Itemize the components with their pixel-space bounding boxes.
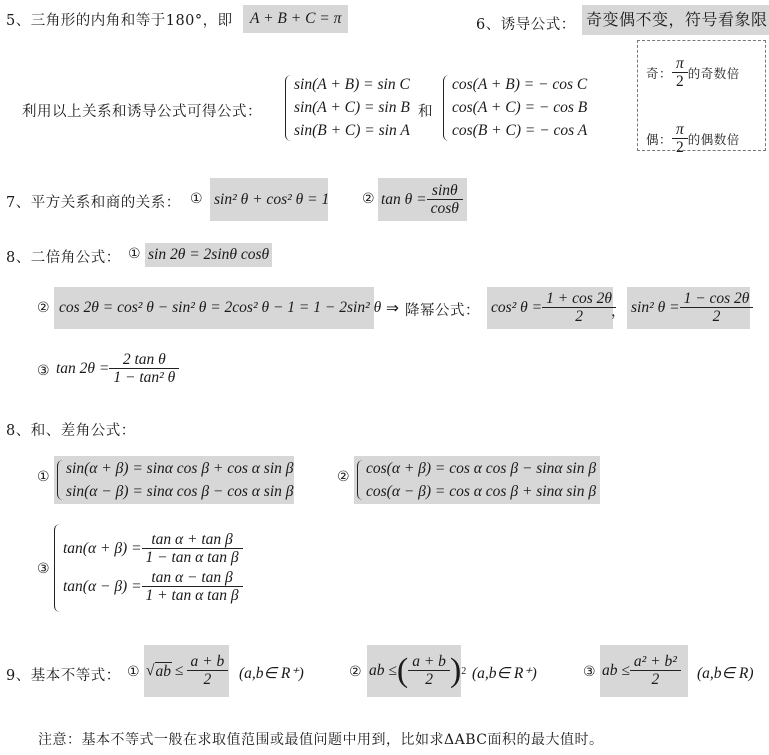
section8b-marker-3: ③ [37, 561, 50, 577]
cos-identity-1: cos(A + B) = − cos C [452, 76, 588, 93]
left-brace-icon [285, 75, 292, 141]
implies-arrow-icon: ⇒ [386, 300, 399, 317]
parity-hint-box [637, 40, 766, 156]
odd-prefix: 奇： [646, 66, 673, 81]
section8a-marker-3: ③ [37, 363, 50, 379]
quadratic-mean-inequality: ab ≤ $\frac{\text{a² + b²}}{2}$ [600, 645, 688, 697]
section9-label: 9、基本不等式： [6, 668, 121, 684]
am-gm-inequality: √ ab ≤ $\frac{a + b}{2}$ [144, 645, 229, 697]
section6-label: 6、诱导公式： [476, 17, 576, 33]
even-suffix: 的偶数倍 [687, 132, 740, 147]
section8b-marker-2: ② [337, 469, 350, 485]
section9-marker-1: ① [127, 664, 140, 680]
sin-identity-group [285, 73, 410, 142]
sin-identity-1: sin(A + B) = sin C [294, 76, 410, 93]
power-reduction-sin: sin² θ = $\frac{1 - \cos 2\theta}{2}$ [627, 287, 750, 329]
double-angle-tan: tan 2θ = $\frac{\text{2 tan θ}}{\text{1 − tan² θ}}$ [56, 351, 179, 387]
even-fraction: $\frac{\pi}{2}$ [674, 121, 686, 157]
section7-marker-1: ① [190, 191, 203, 207]
left-brace-icon [57, 460, 64, 500]
odd-fraction: $\frac{\pi}{2}$ [674, 55, 686, 91]
section5-label: 5、三角形的内角和等于180°，即 [6, 13, 233, 29]
odd-suffix: 的奇数倍 [687, 66, 740, 81]
left-brace-icon [443, 75, 450, 141]
double-angle-sin: sin 2θ = 2sinθ cosθ [145, 243, 272, 267]
sin-identity-3: sin(B + C) = sin A [294, 122, 410, 139]
derive-label: 利用以上关系和诱导公式可得公式： [22, 104, 262, 120]
section7-marker-2: ② [362, 191, 375, 207]
cos-identity-3: cos(B + C) = − cos A [452, 122, 588, 139]
left-brace-icon [54, 524, 61, 612]
cos-identity-group [443, 73, 587, 142]
section8a-marker-2: ② [37, 300, 50, 316]
section8a-label: 8、二倍角公式： [6, 250, 121, 266]
even-prefix: 偶： [646, 132, 673, 147]
comma: ， [611, 304, 626, 320]
tan-quotient-identity: tan θ = $\frac{\sin\theta}{\cos\theta}$ [378, 178, 467, 221]
sum-diff-tan: tan(α + β) = $\frac{\text{tan α + tan β}}{\text{1 − tan α tan β}}$ tan(α − β) = $\frac{\text{tan α − tan β}}{\text{1 + tan α tan β}}$ [54, 524, 243, 612]
and-word: 和 [418, 104, 433, 120]
section8a-marker-1: ① [128, 246, 141, 262]
condition-2: (a,b∈ R⁺) [472, 665, 537, 682]
pythagorean-identity: sin² θ + cos² θ = 1 [210, 178, 328, 221]
double-angle-cos: cos 2θ = cos² θ − sin² θ = 2cos² θ − 1 = 1 − 2sin² θ [54, 287, 374, 329]
section9-marker-3: ③ [583, 664, 596, 680]
squared-mean-inequality: ab ≤ ( $\frac{a + b}{2}$ ) 2 [367, 645, 461, 697]
cos-identity-2: cos(A + C) = − cos B [452, 99, 588, 116]
note-text: 注意：基本不等式一般在求取值范围或最值问题中用到，比如求ΔABC面积的最大值时。 [38, 732, 604, 748]
section9-marker-2: ② [349, 664, 362, 680]
section5-formula: A + B + C = π [243, 5, 348, 33]
section8b-marker-1: ① [37, 469, 50, 485]
sum-diff-cos: cos(α + β) = cos α cos β − sinα sin β cos(α − β) = cos α cos β + sinα sin β [354, 456, 600, 504]
section6-mnemonic: 奇变偶不变，符号看象限 [582, 5, 769, 35]
section7-label: 7、平方关系和商的关系： [6, 195, 181, 211]
reduce-power-label: 降幂公式： [405, 303, 480, 319]
section8b-label: 8、和、差角公式： [6, 423, 136, 439]
left-brace-icon [357, 460, 364, 500]
condition-1: (a,b∈ R⁺) [239, 665, 304, 682]
condition-3: (a,b∈ R) [697, 665, 754, 682]
sum-diff-sin: sin(α + β) = sinα cos β + cos α sin β sin(α − β) = sinα cos β − cos α sin β [54, 456, 294, 504]
sin-identity-2: sin(A + C) = sin B [294, 99, 410, 116]
power-reduction-cos: cos² θ = $\frac{1 + \cos 2\theta}{2}$ [487, 287, 613, 329]
